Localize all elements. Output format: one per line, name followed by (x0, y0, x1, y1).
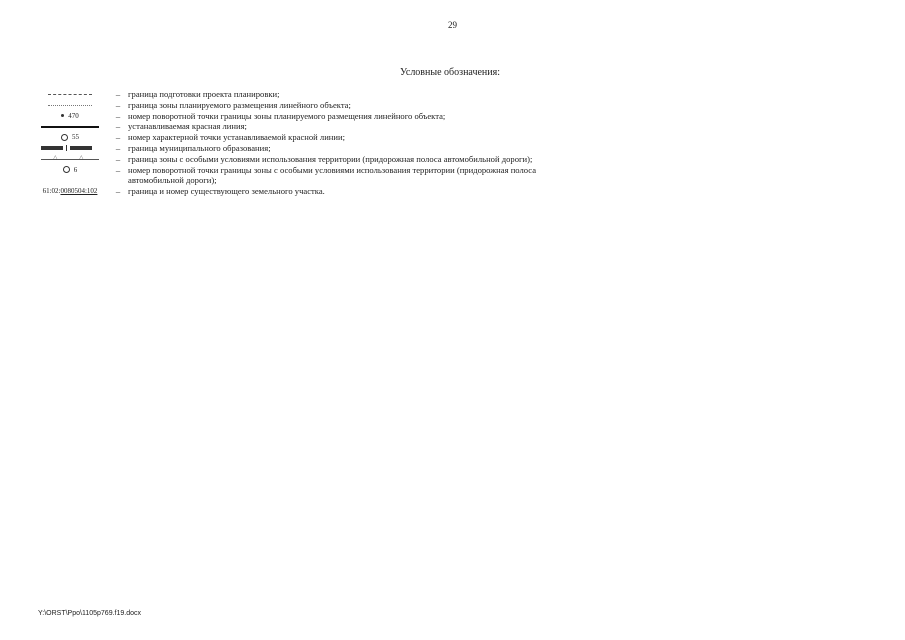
legend-dash: – (115, 110, 121, 121)
legend-text: граница подготовки проекта планировки; (128, 89, 280, 99)
legend-dash: – (115, 121, 121, 132)
legend-item-zone-point (30, 165, 650, 187)
legend-title: Условные обозначения: (400, 67, 501, 78)
legend-text (128, 165, 650, 187)
legend-dash: – (115, 89, 121, 99)
legend-item-turning-point (30, 111, 650, 122)
dashed-line-symbol (30, 89, 110, 100)
legend-item-special-zone (30, 154, 650, 165)
circle-number-label: 55 (72, 133, 79, 142)
legend-item-municipal-boundary (30, 143, 650, 154)
municipal-boundary-symbol (30, 143, 110, 154)
legend-dash: – (115, 186, 121, 197)
legend-text: граница муниципального образования; (128, 142, 271, 153)
legend-text: граница зоны с особыми условиями использования территории (придорожная полоса автомобильной дороги); (128, 153, 533, 164)
page-number: 29 (448, 20, 457, 30)
legend-text-line: номер поворотной точки границы зоны с особыми условиями использования территории (придорожная полоса (128, 164, 537, 175)
legend-item-red-line-point (30, 132, 650, 143)
legend-text: номер поворотной точки границы зоны планируемого размещения линейного объекта; (128, 110, 446, 121)
legend-item-placement-zone (30, 100, 650, 111)
legend-text: граница и номер существующего земельного участка. (128, 186, 325, 197)
legend-item-project-boundary (30, 89, 650, 100)
circle-number-symbol (30, 165, 110, 176)
legend-text: устанавливаемая красная линия; (128, 121, 247, 132)
point-number-symbol (30, 111, 110, 122)
legend-dash: – (115, 99, 121, 110)
legend-dash: – (115, 142, 121, 153)
legend-dash: – (115, 164, 121, 175)
zone-line-symbol: △ △ (30, 154, 110, 165)
legend-item-land-parcel (30, 186, 650, 197)
legend-dash: – (115, 153, 121, 164)
legend-text: граница зоны планируемого размещения линейного объекта; (128, 99, 351, 110)
circle-number-label: 6 (73, 165, 78, 174)
legend-list (30, 89, 650, 197)
point-number-label: 470 (68, 111, 79, 120)
footer-file-path: Y:\ORST\Ppo\1105p769.f19.docx (38, 610, 141, 617)
parcel-number-prefix: 61:02: (42, 187, 61, 196)
legend-dash: – (115, 132, 121, 143)
legend-text: номер характерной точки устанавливаемой красной линии; (128, 132, 345, 143)
thick-line-symbol (30, 121, 110, 132)
circle-number-symbol (30, 132, 110, 143)
parcel-number-underlined: 0080504:102 (60, 187, 98, 196)
dotted-line-symbol (30, 100, 110, 111)
circle-icon (61, 134, 68, 141)
legend-item-red-line (30, 121, 650, 132)
legend-text-continuation: автомобильной дороги); (128, 175, 217, 186)
parcel-number-symbol (30, 186, 110, 197)
point-dot-icon (61, 114, 64, 117)
circle-icon (63, 166, 70, 173)
